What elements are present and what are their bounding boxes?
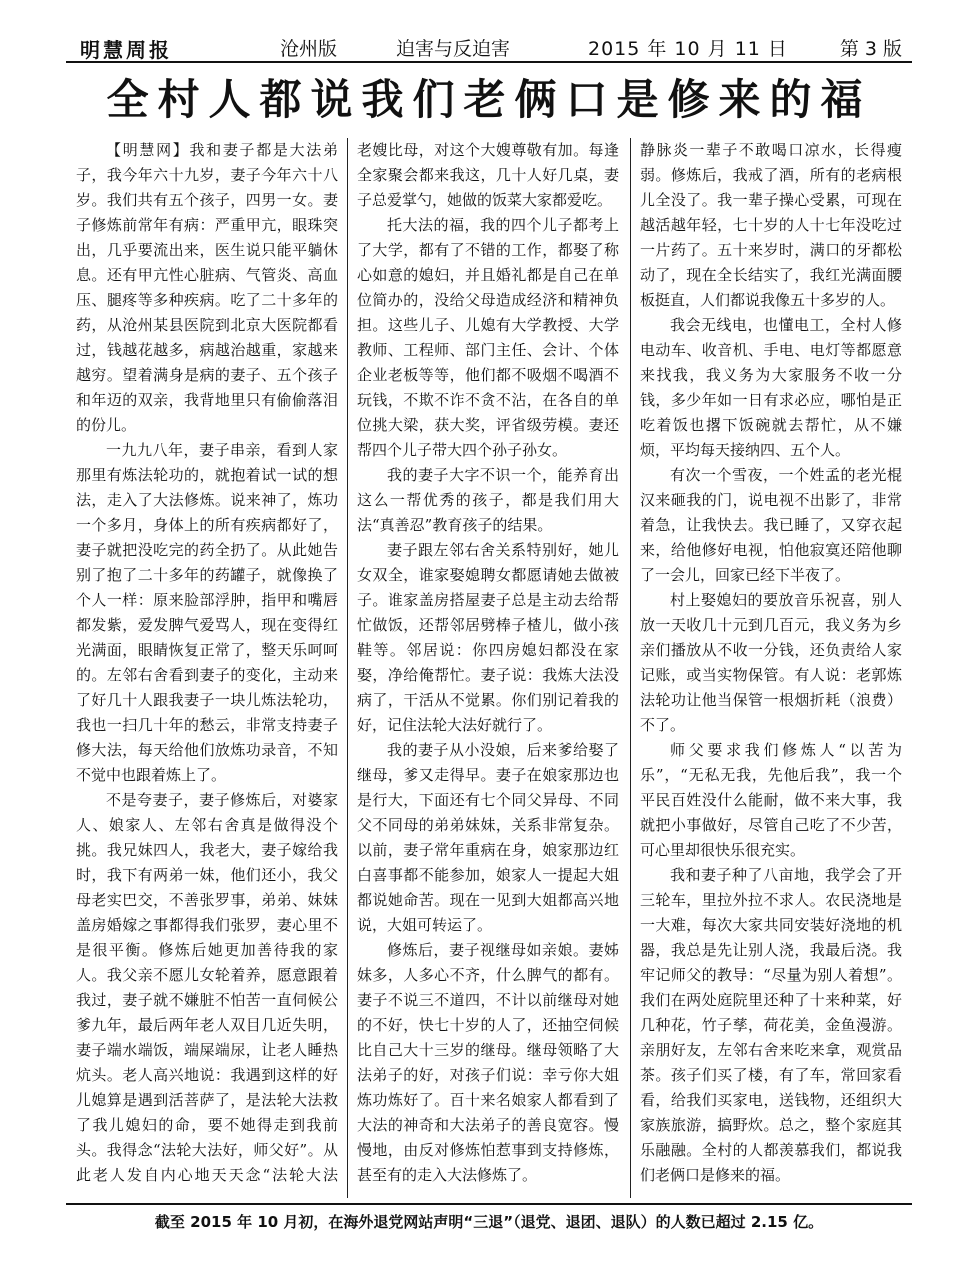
paragraph: 托大法的福，我的四个儿子都考上了大学，都有了不错的工作，都娶了称心如意的媳妇，并且婚礼都是自己在单位简办的，没给父母造成经济和精神负担。这些儿子、儿媳有大学教授、大学教师、工程师、部门主任、会计、个体企业老板等等，他们都不吸烟不喝酒不玩钱，不欺不诈不贪不沾，在各自的单位挑大梁，获大奖，评省级劳模。妻还帮四个儿子带大四个孙子孙女。	[357, 216, 619, 459]
masthead: 明慧周报	[80, 38, 172, 62]
issue-date: 2015 年 10 月 11 日	[588, 38, 788, 60]
article-column-2	[357, 138, 619, 1188]
article-column-3	[640, 138, 902, 1188]
paragraph: 师父要求我们修炼人“以苦为乐”，“无私无我，先他后我”，我一个平民百姓没什么能耐，做不来大事，我就把小事做好，尽管自己吃了不少苦，可心里却很快乐很充实。	[640, 741, 902, 859]
paragraph: 【明慧网】我和妻子都是大法弟子，我今年六十九岁，妻子今年六十八岁。我们共有五个孩子，四男一女。妻子修炼前常年有病：严重甲亢，眼珠突出，几乎要流出来，医生说只能平躺休息。还有甲亢性心脏病、气管炎、高血压、腿疼等多种疾病。吃了二十多年的药，从沧州某县医院到北京大医院都看过，钱越花越多，病越治越重，家越来越穷。望着满身是病的妻子、五个孩子和年迈的双亲，我背地里只有偷偷落泪的份儿。	[76, 141, 338, 434]
footer-rule	[66, 1203, 912, 1205]
paragraph: 村上娶媳妇的要放音乐祝喜，别人放一天收几十元到几百元，我义务为乡亲们播放从不收一分钱，还负责给人家记账，或当实物保管。有人说：老郭炼法轮功让他当保管一根烟折耗（浪费）不了。	[640, 591, 902, 734]
paragraph: 我会无线电，也懂电工，全村人修电动车、收音机、手电、电灯等都愿意来找我，我义务为大家服务不收一分钱，多少年如一日有求必应，哪怕是正吃着饭也撂下饭碗就去帮忙，从不嫌烦，平均每天接纳四、五个人。	[640, 316, 902, 459]
header-rule	[66, 61, 912, 63]
page-number: 第 3 版	[839, 38, 902, 60]
paragraph: 不是夸妻子，妻子修炼后，对婆家人、娘家人、左邻右舍真是做得没个挑。我兄妹四人，我老大，妻子嫁给我时，我下有两弟一妹，他们还小，我父母老实巴交，不善张罗事，弟弟、妹妹盖房婚嫁之事都得我们张罗，妻心里不是很平衡。修炼后她更加善待我的家人。我父亲不愿儿女轮着养，愿意跟着我过，妻子就不嫌脏不怕苦一直伺候公爹九年，最后两年老人双目几近失明，妻子端水端饭，端屎端尿，让老人睡热炕头。老人高兴地说：我遇到这样的好儿媳算是遇到活菩萨了，是法轮大法救了我儿媳妇的命，要不她得走到我前头。我得念“法轮大法好，师父好”。从此老人发自内心地天天念“法轮大法	[76, 791, 338, 1184]
footer-notice: 截至 2015 年 10 月初，在海外退党网站声明“三退”（退党、退团、退队）的人数已超过 2.15 亿。	[154, 1213, 824, 1231]
section-label: 迫害与反迫害	[396, 38, 511, 60]
paragraph: 有次一个雪夜，一个姓孟的老光棍汉来砸我的门，说电视不出影了，非常着急，让我快去。我已睡了，又穿衣起来，给他修好电视，怕他寂寞还陪他聊了一会儿，回家已经下半夜了。	[640, 466, 902, 584]
paragraph: 我的妻子从小没娘，后来爹给娶了继母，爹又走得早。妻子在娘家那边也是行大，下面还有七个同父异母、不同父不同母的弟弟妹妹，关系非常复杂。以前，妻子常年重病在身，娘家那边红白喜事都不能参加，娘家人一提起大姐都说她命苦。现在一见到大姐都高兴地说，大姐可转运了。	[357, 741, 619, 934]
article-title: 全村人都说我们老俩口是修来的福	[106, 75, 872, 124]
paragraph: 老嫂比母，对这个大嫂尊敬有加。每逢全家聚会都来我这，几十人好几桌，妻子总爱掌勺，她做的饭菜大家都爱吃。	[357, 141, 619, 209]
paragraph: 妻子跟左邻右舍关系特别好，她儿女双全，谁家娶媳聘女都愿请她去做被子。谁家盖房搭屋妻子总是主动去给帮忙做饭，还帮邻居劈棒子楂儿，做小孩鞋等。邻居说：你四房媳妇都没在家娶，净给俺帮忙。妻子说：我炼大法没病了，干活从不觉累。你们别记着我的好，记住法轮大法好就行了。	[357, 541, 619, 734]
edition-label: 沧州版	[280, 38, 338, 60]
column-divider	[347, 138, 348, 1198]
article-column-1	[76, 138, 338, 1188]
page-header	[66, 30, 912, 60]
paragraph: 一九九八年，妻子串亲，看到人家那里有炼法轮功的，就抱着试一试的想法，走入了大法修炼。说来神了，炼功一个多月，身体上的所有疾病都好了，妻子就把没吃完的药全扔了。从此她告别了抱了二十多年的药罐子，就像换了个人一样：原来脸部浮肿，指甲和嘴唇都发紫，爱发脾气爱骂人，现在变得红光满面，眼睛恢复正常了，整天乐呵呵的。左邻右舍看到妻子的变化，主动来了好几十人跟我妻子一块儿炼法轮功，我也一扫几十年的愁云，非常支持妻子修大法，每天给他们放炼功录音，不知不觉中也跟着炼上了。	[76, 441, 338, 784]
column-divider	[630, 138, 631, 1198]
paragraph: 静脉炎一辈子不敢喝口凉水，长得瘦弱。修炼后，我戒了酒，所有的老病根儿全没了。我一辈子操心受累，可现在越活越年轻，七十岁的人十七年没吃过一片药了。五十来岁时，满口的牙都松动了，现在全长结实了，我红光满面腰板挺直，人们都说我像五十多岁的人。	[640, 141, 902, 309]
paragraph: 修炼后，妻子视继母如亲娘。妻姊妹多，人多心不齐，什么脾气的都有。妻子不说三不道四，不计以前继母对她的不好，快七十岁的人了，还抽空伺候比自己大十三岁的继母。继母领略了大法弟子的好，对孩子们说：幸亏你大姐炼功炼好了。百十来名娘家人都看到了大法的神奇和大法弟子的善良宽容。慢慢地，由反对修炼怕惹事到支持修炼，甚至有的走入大法修炼了。	[357, 941, 619, 1184]
paragraph: 我和妻子种了八亩地，我学会了开三轮车，里拉外拉不求人。农民浇地是一大难，每次大家共同安装好浇地的机器，我总是先让别人浇，我最后浇。我牢记师父的教导：“尽量为别人着想”。我们在两处庭院里还种了十来种菜，好几种花，竹子孳，荷花美，金鱼漫游。亲朋好友，左邻右舍来吃来拿，观赏品茶。孩子们买了楼，有了车，常回家看看，给我们买家电，送钱物，还组织大家族旅游，搞野炊。总之，整个家庭其乐融融。全村的人都羡慕我们，都说我们老俩口是修来的福。	[640, 866, 902, 1184]
paragraph: 我的妻子大字不识一个，能养育出这么一帮优秀的孩子，都是我们用大法“真善忍”教育孩子的结果。	[357, 466, 619, 534]
